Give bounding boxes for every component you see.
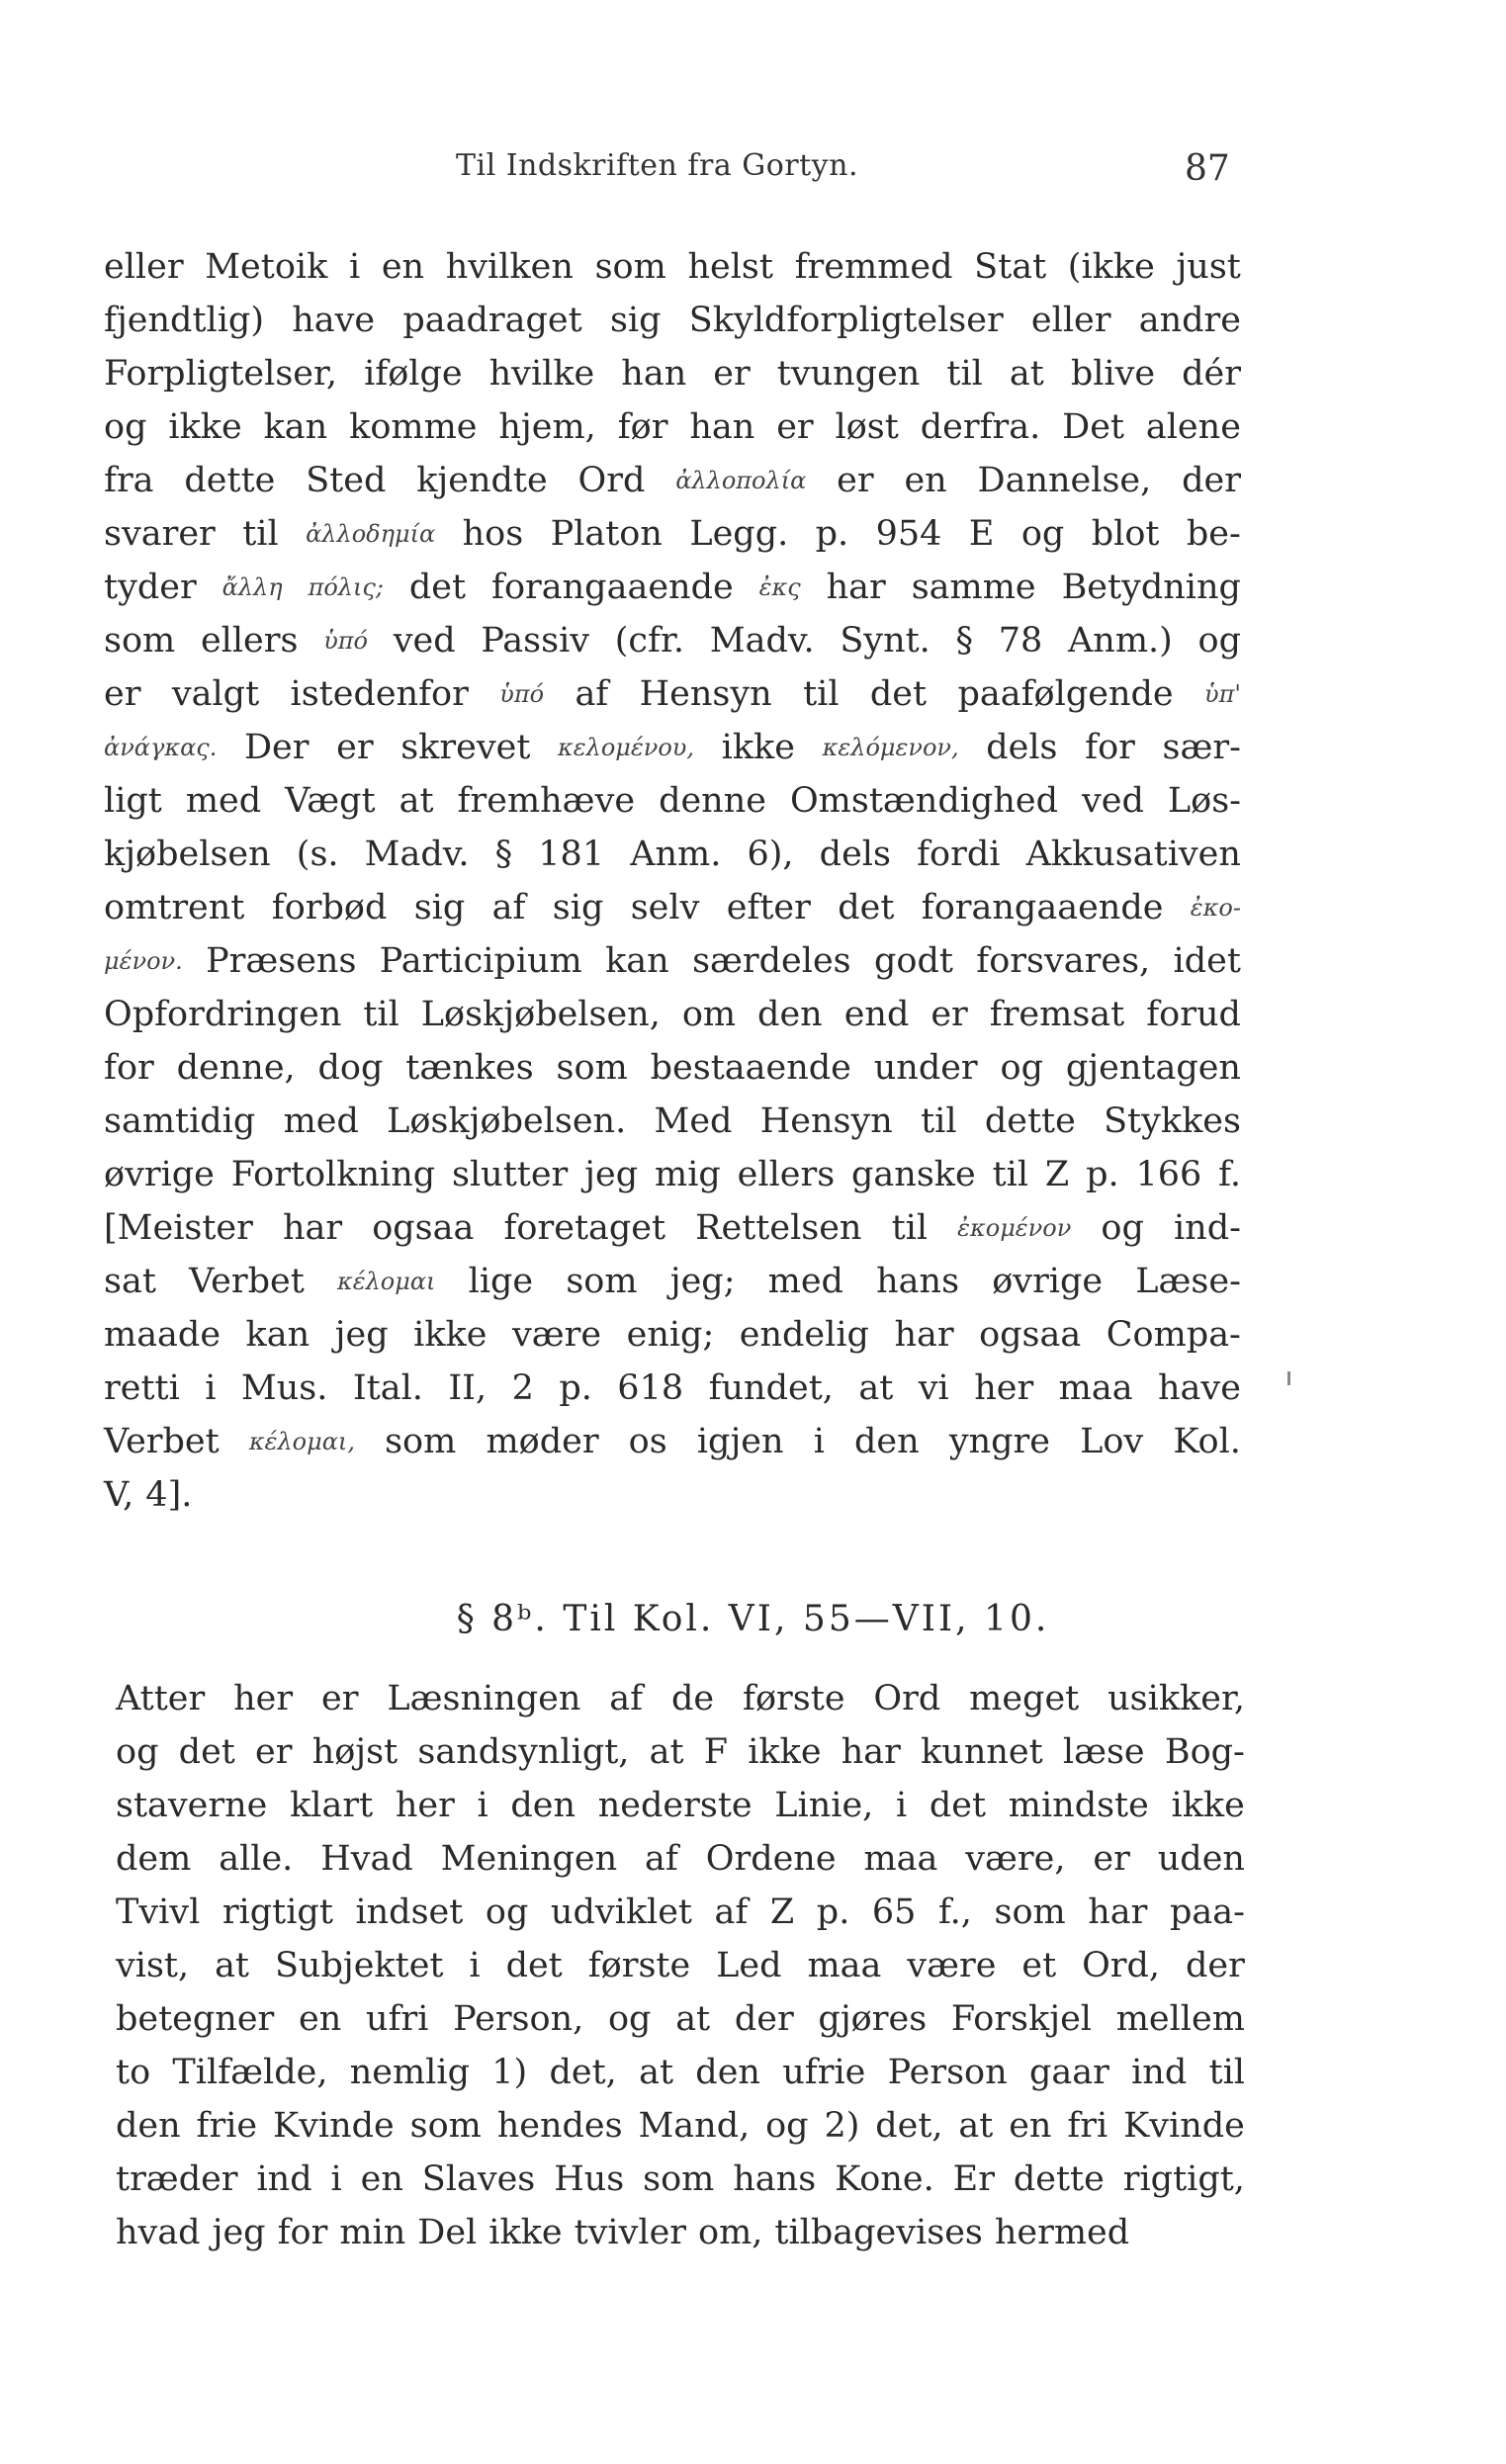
text-line: fjendtlig) have paadraget sig Skyldforpligtelser eller andre	[104, 301, 1241, 340]
text-line: Verbet κέλομαι, som møder os igjen i den yngre Lov Kol.	[104, 1422, 1241, 1461]
text-line: og det er højst sandsynligt, at F ikke har kunnet læse Bog-	[116, 1732, 1245, 1772]
text-line: samtidig med Løskjøbelsen. Med Hensyn til dette Stykkes	[104, 1101, 1241, 1141]
text-line: vist, at Subjektet i det første Led maa være et Ord, der	[116, 1946, 1245, 1985]
text-line: Tvivl rigtigt indset og udviklet af Z p. 65 f., som har paa-	[116, 1892, 1245, 1932]
text-line: for denne, dog tænkes som bestaaende under og gjentagen	[104, 1048, 1241, 1088]
page-number: 87	[1185, 148, 1230, 189]
text-line: Opfordringen til Løskjøbelsen, om den end er fremsat forud	[104, 995, 1241, 1034]
paragraph-2	[116, 1672, 1245, 2259]
text-line: er valgt istedenfor ὑπό af Hensyn til det paafølgende ὑπ'	[104, 674, 1241, 714]
text-line: Forpligtelser, ifølge hvilke han er tvungen til at blive dér	[104, 354, 1241, 394]
text-line: og ikke kan komme hjem, før han er løst derfra. Det alene	[104, 407, 1241, 447]
running-header	[0, 148, 1506, 198]
paragraph-1	[104, 240, 1241, 1522]
text-line: retti i Mus. Ital. II, 2 p. 618 fundet, at vi her maa have	[104, 1368, 1241, 1408]
text-line: ligt med Vægt at fremhæve denne Omstændighed ved Løs-	[104, 781, 1241, 821]
text-line: betegner en ufri Person, og at der gjøres Forskjel mellem	[116, 1999, 1245, 2039]
text-line: μένον. Præsens Participium kan særdeles godt forsvares, idet	[104, 941, 1241, 981]
text-line: svarer til ἀλλοδημία hos Platon Legg. p. 954 E og blot be-	[104, 514, 1241, 554]
margin-mark	[1287, 1371, 1290, 1385]
text-line: V, 4].	[104, 1475, 193, 1515]
text-line: staverne klart her i den nederste Linie, i det mindste ikke	[116, 1786, 1245, 1825]
text-line: eller Metoik i en hvilken som helst fremmed Stat (ikke just	[104, 247, 1241, 287]
text-line: som ellers ὑπό ved Passiv (cfr. Madv. Synt. § 78 Anm.) og	[104, 621, 1241, 660]
text-line: den frie Kvinde som hendes Mand, og 2) det, at en fri Kvinde	[116, 2106, 1245, 2146]
text-line: dem alle. Hvad Meningen af Ordene maa være, er uden	[116, 1839, 1245, 1879]
text-line: maade kan jeg ikke være enig; endelig har ogsaa Compa-	[104, 1315, 1241, 1355]
text-line: ἀνάγκας. Der er skrevet κελομένου, ikke κελόμενον, dels for sær-	[104, 728, 1241, 767]
text-line: [Meister har ogsaa foretaget Rettelsen til ἐκομένον og ind-	[104, 1208, 1241, 1248]
text-line: tyder ἄλλη πόλις; det forangaaende ἐκς har samme Betydning	[104, 568, 1241, 607]
section-heading: § 8ᵇ. Til Kol. VI, 55—VII, 10.	[456, 1599, 1050, 1639]
text-line: fra dette Sted kjendte Ord ἀλλοπολία er en Dannelse, der	[104, 461, 1241, 500]
text-line: hvad jeg for min Del ikke tvivler om, tilbagevises hermed	[116, 2213, 1130, 2252]
text-line: kjøbelsen (s. Madv. § 181 Anm. 6), dels fordi Akkusativen	[104, 835, 1241, 874]
text-line: Atter her er Læsningen af de første Ord meget usikker,	[116, 1679, 1245, 1718]
text-line: sat Verbet κέλομαι lige som jeg; med hans øvrige Læse-	[104, 1262, 1241, 1301]
header-title: Til Indskriften fra Gortyn.	[456, 148, 858, 183]
text-line: øvrige Fortolkning slutter jeg mig ellers ganske til Z p. 166 f.	[104, 1155, 1241, 1194]
text-line: træder ind i en Slaves Hus som hans Kone. Er dette rigtigt,	[116, 2159, 1245, 2199]
text-line: omtrent forbød sig af sig selv efter det forangaaende ἐκο-	[104, 888, 1241, 927]
text-line: to Tilfælde, nemlig 1) det, at den ufrie Person gaar ind til	[116, 2053, 1245, 2092]
